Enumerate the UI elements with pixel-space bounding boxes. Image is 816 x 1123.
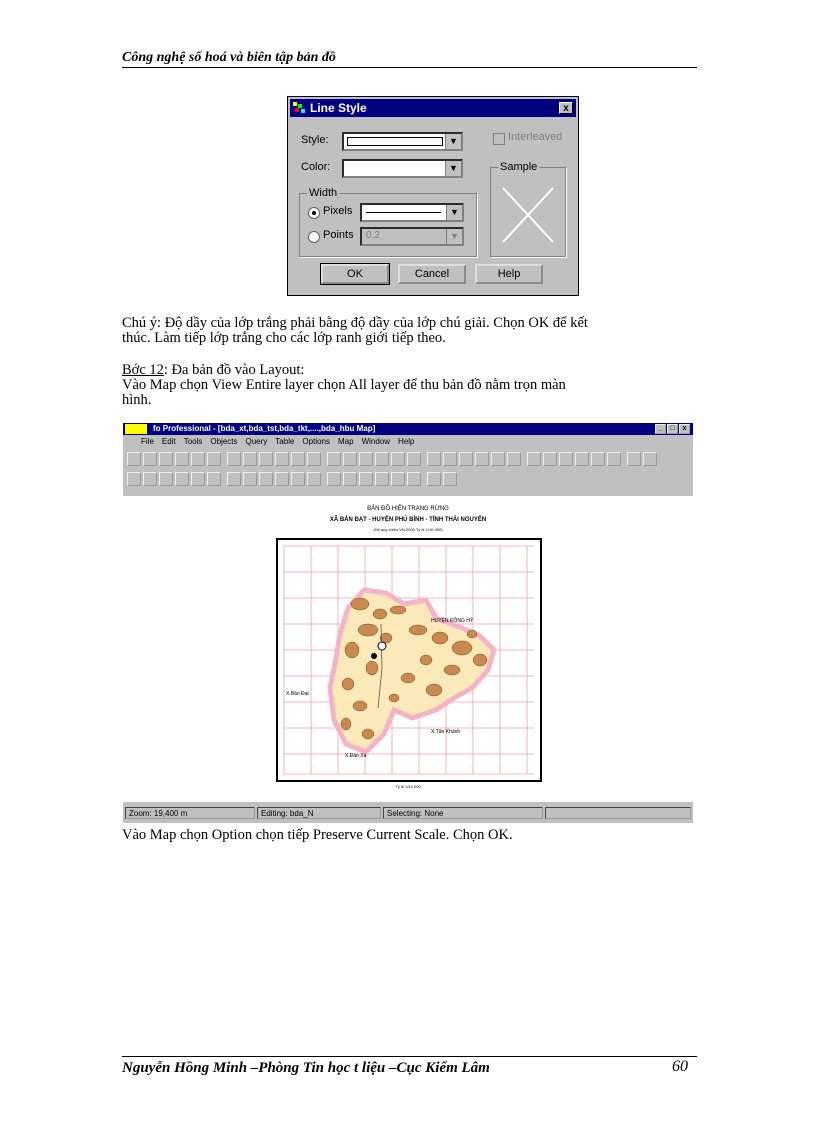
toolbar-button[interactable]	[459, 452, 473, 466]
chevron-down-icon[interactable]: ▼	[446, 205, 462, 220]
menu-window[interactable]: Window	[361, 437, 391, 446]
toolbar-button[interactable]	[627, 452, 641, 466]
toolbar-button[interactable]	[291, 472, 305, 486]
toolbar-button[interactable]	[491, 452, 505, 466]
toolbar-button[interactable]	[343, 452, 357, 466]
toolbar-button[interactable]	[143, 472, 157, 486]
toolbar-button[interactable]	[391, 472, 405, 486]
chevron-down-icon[interactable]: ▼	[445, 161, 461, 176]
pixels-select[interactable]	[360, 203, 464, 222]
toolbar-button[interactable]	[427, 452, 441, 466]
toolbar-button[interactable]	[275, 452, 289, 466]
label-southwest: X.Đào Xá	[345, 753, 367, 759]
toolbar-button[interactable]	[259, 452, 273, 466]
pixels-preview	[366, 212, 441, 213]
help-button[interactable]: Help	[475, 264, 543, 284]
points-select[interactable]	[360, 227, 464, 246]
maximize-icon[interactable]: □	[667, 424, 678, 434]
mapinfo-menubar	[123, 436, 693, 448]
toolbar-button[interactable]	[559, 452, 573, 466]
menu-query[interactable]: Query	[245, 437, 268, 446]
main-toolbar	[127, 472, 487, 488]
map-frame	[276, 538, 542, 782]
map-note: (Hệ quy chiếu VN-2000 Tỷ lệ 1/10.000)	[373, 527, 443, 532]
page-header: Công nghệ số hoá và biên tập bản đồ	[122, 50, 697, 68]
toolbar-button[interactable]	[507, 452, 521, 466]
menu-table[interactable]: Table	[275, 437, 295, 446]
editing-status[interactable]: Editing: bda_N	[257, 807, 381, 819]
footer-author: Nguyễn Hồng Minh –Phòng Tin học t liệu –Cục Kiểm Lâm	[122, 1060, 490, 1076]
pixels-label: Pixels	[323, 205, 353, 217]
toolbar-button[interactable]	[575, 452, 589, 466]
close-icon[interactable]: x	[679, 424, 690, 434]
line-style-dialog	[287, 96, 579, 296]
toolbar-button[interactable]	[407, 452, 421, 466]
toolbar-button[interactable]	[159, 472, 173, 486]
map-subtitle: XÃ BẢN ĐẠT - HUYỆN PHÚ BÌNH - TỈNH THÁI NGUYÊN	[329, 517, 487, 523]
toolbar-button[interactable]	[327, 472, 341, 486]
toolbar-button[interactable]	[127, 452, 141, 466]
toolbar-button[interactable]	[407, 472, 421, 486]
toolbar-button[interactable]	[427, 472, 441, 486]
toolbar-button[interactable]	[359, 472, 373, 486]
color-label: Color:	[301, 161, 331, 173]
toolbar-button[interactable]	[227, 472, 241, 486]
interleaved-checkbox[interactable]	[493, 133, 505, 145]
selecting-status[interactable]: Selecting: None	[383, 807, 543, 819]
toolbar-button[interactable]	[327, 452, 341, 466]
toolbar-button[interactable]	[127, 472, 141, 486]
style-label: Style:	[301, 134, 329, 146]
mapinfo-window	[123, 423, 693, 823]
zoom-status: Zoom: 19,400 m	[125, 807, 255, 819]
menu-objects[interactable]: Objects	[210, 437, 238, 446]
width-group-label: Width	[309, 187, 338, 199]
points-radio[interactable]	[308, 231, 320, 243]
color-select[interactable]	[342, 159, 463, 178]
toolbar-button[interactable]	[443, 452, 457, 466]
pixels-radio[interactable]	[308, 207, 320, 219]
toolbar-button[interactable]	[243, 472, 257, 486]
cancel-button[interactable]: Cancel	[398, 264, 466, 284]
note-line-2: thúc. Làm tiếp lớp trắng cho các lớp ranh giới tiếp theo.	[122, 330, 446, 346]
toolbar-button[interactable]	[391, 452, 405, 466]
sample-label: Sample	[500, 161, 538, 173]
standard-toolbar	[127, 452, 687, 468]
toolbar-button[interactable]	[243, 452, 257, 466]
points-label: Points	[323, 229, 354, 241]
sample-preview	[499, 184, 557, 246]
toolbar-button[interactable]	[443, 472, 457, 486]
mapinfo-logo-icon	[125, 424, 147, 434]
toolbar-button[interactable]	[607, 452, 621, 466]
chevron-down-icon[interactable]: ▼	[446, 229, 462, 244]
label-east: HUYỆN ĐỒNG HỶ	[431, 618, 474, 624]
toolbar-button[interactable]	[307, 452, 321, 466]
label-west: X.Bàn Đạt	[286, 691, 309, 697]
step-12-heading	[122, 363, 697, 378]
menu-edit[interactable]: Edit	[161, 437, 176, 446]
toolbar-button[interactable]	[291, 452, 305, 466]
map-scale: Tỷ lệ 1/10.000	[395, 784, 421, 789]
toolbar-button[interactable]	[159, 452, 173, 466]
label-south: X.Tân Khánh	[431, 729, 461, 735]
toolbar-button[interactable]	[343, 472, 357, 486]
toolbar-button[interactable]	[191, 452, 205, 466]
toolbar-button[interactable]	[143, 452, 157, 466]
interleaved-label: Interleaved	[508, 131, 563, 143]
minimize-icon[interactable]: _	[655, 424, 666, 434]
toolbar-button[interactable]	[275, 472, 289, 486]
toolbar-button[interactable]	[207, 452, 221, 466]
chevron-down-icon[interactable]: ▼	[445, 134, 461, 149]
toolbar-button[interactable]	[175, 472, 189, 486]
menu-help[interactable]: Help	[398, 437, 415, 446]
instruction-line-3: Vào Map chọn Option chọn tiếp Preserve Current Scale. Chọn OK.	[122, 827, 513, 843]
footer-rule	[122, 1056, 697, 1057]
step-label: Bớc 12	[122, 362, 164, 378]
dialog-title: Line Style	[310, 101, 367, 115]
toolbar-button[interactable]	[191, 472, 205, 486]
toolbar-button[interactable]	[259, 472, 273, 486]
toolbar-button[interactable]	[375, 472, 389, 486]
close-icon[interactable]: x	[559, 102, 573, 114]
note-line-1: Chú ý: Độ dầy của lớp trắng phải bằng độ dầy của lớp chú giải. Chọn OK để kết	[122, 315, 588, 331]
menu-tools[interactable]: Tools	[183, 437, 203, 446]
toolbar-button[interactable]	[175, 452, 189, 466]
style-select[interactable]	[342, 132, 463, 151]
toolbar-button[interactable]	[359, 452, 373, 466]
instruction-line-2: hình.	[122, 392, 152, 408]
page-number: 60	[672, 1058, 688, 1075]
status-spare	[545, 807, 691, 819]
toolbar-button[interactable]	[207, 472, 221, 486]
map-title: BẢN ĐỒ HIỆN TRẠNG RỪNG	[367, 506, 449, 512]
toolbar-button[interactable]	[307, 472, 321, 486]
points-value: 0.2	[366, 230, 380, 241]
step-text: : Đa bản đồ vào Layout:	[163, 362, 305, 378]
toolbar-button[interactable]	[475, 452, 489, 466]
toolbar-button[interactable]	[527, 452, 541, 466]
toolbar-button[interactable]	[543, 452, 557, 466]
instruction-line-1: Vào Map chọn View Entire layer chọn All layer để thu bản đồ nằm trọn màn	[122, 377, 566, 393]
toolbar-button[interactable]	[591, 452, 605, 466]
menu-map[interactable]: Map	[338, 437, 354, 446]
dialog-titlebar	[290, 99, 576, 117]
toolbar-button[interactable]	[643, 452, 657, 466]
layout-workspace	[123, 496, 693, 802]
app-icon	[293, 102, 306, 114]
menu-file[interactable]: File	[141, 437, 154, 446]
toolbar-button[interactable]	[227, 452, 241, 466]
ok-button[interactable]: OK	[321, 264, 389, 284]
status-bar	[123, 804, 693, 823]
menu-options[interactable]: Options	[302, 437, 330, 446]
mapinfo-title: fo Professional - [bda_xt,bda_tst,bda_tkt,....,bda_hbu Map]	[153, 424, 376, 433]
sample-group	[490, 167, 566, 257]
mapinfo-titlebar	[123, 423, 693, 435]
style-preview	[347, 137, 443, 146]
toolbar-button[interactable]	[375, 452, 389, 466]
